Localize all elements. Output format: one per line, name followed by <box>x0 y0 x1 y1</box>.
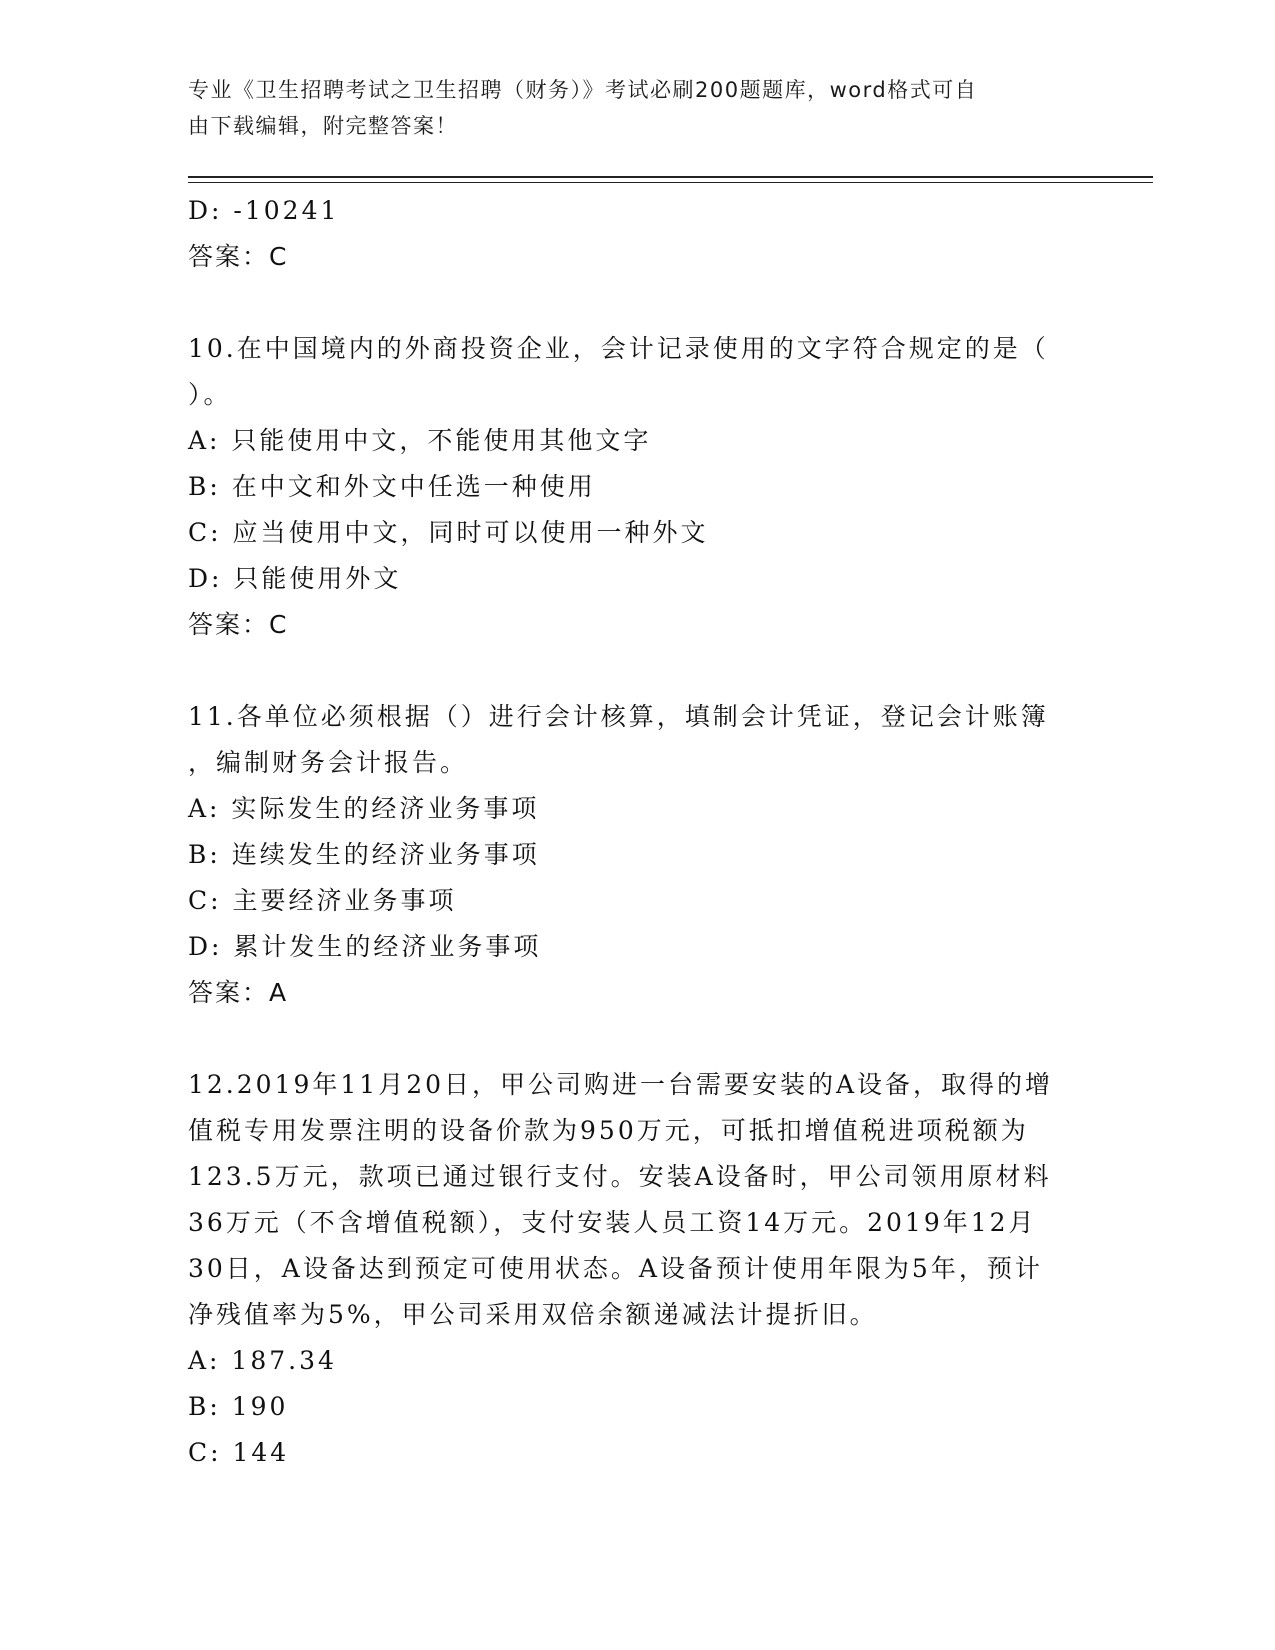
header-divider-bottom <box>188 182 1153 183</box>
header-line-1: 专业《卫生招聘考试之卫生招聘（财务）》考试必刷200题题库，word格式可自 <box>188 78 978 102</box>
option-b: B: 190 <box>188 1392 289 1421</box>
option-c: C: 主要经济业务事项 <box>188 886 457 915</box>
document-body <box>188 188 1088 1476</box>
question-stem-line: 30日，A设备达到预定可使用状态。A设备预计使用年限为5年，预计 <box>188 1254 1043 1283</box>
document-header <box>188 72 1068 144</box>
option-c: C: 应当使用中文，同时可以使用一种外文 <box>188 518 709 547</box>
question-stem-line: 11.各单位必须根据（）进行会计核算，填制会计凭证，登记会计账簿 <box>188 702 1049 731</box>
question-11 <box>188 694 1088 1016</box>
question-stem-line: 净残值率为5%，甲公司采用双倍余额递减法计提折旧。 <box>188 1300 878 1329</box>
option-d: D: 累计发生的经济业务事项 <box>188 932 542 961</box>
answer-line: 答案：C <box>188 242 289 271</box>
option-a: A: 只能使用中文，不能使用其他文字 <box>188 426 652 455</box>
question-stem-line: 36万元（不含增值税额），支付安装人员工资14万元。2019年12月 <box>188 1208 1037 1237</box>
option-b: B: 连续发生的经济业务事项 <box>188 840 540 869</box>
header-divider-top <box>188 176 1153 178</box>
answer-line: 答案：C <box>188 610 289 639</box>
question-stem-line: 10.在中国境内的外商投资企业，会计记录使用的文字符合规定的是（ <box>188 334 1049 363</box>
option-b: B: 在中文和外文中任选一种使用 <box>188 472 596 501</box>
question-stem-line: 12.2019年11月20日，甲公司购进一台需要安装的A设备，取得的增 <box>188 1070 1054 1099</box>
header-line-2: 由下载编辑，附完整答案！ <box>188 114 458 138</box>
option-d: D: -10241 <box>188 196 340 225</box>
option-a: A: 实际发生的经济业务事项 <box>188 794 540 823</box>
previous-question-tail <box>188 188 1088 280</box>
question-stem-line: 123.5万元，款项已通过银行支付。安装A设备时，甲公司领用原材料 <box>188 1162 1052 1191</box>
answer-line: 答案：A <box>188 978 289 1007</box>
question-stem-line: ）。 <box>188 380 232 409</box>
question-12 <box>188 1062 1088 1476</box>
question-stem-line: ，编制财务会计报告。 <box>188 748 469 777</box>
question-10 <box>188 326 1088 648</box>
option-d: D: 只能使用外文 <box>188 564 402 593</box>
option-c: C: 144 <box>188 1438 290 1467</box>
option-a: A: 187.34 <box>188 1346 337 1375</box>
question-stem-line: 值税专用发票注明的设备价款为950万元，可抵扣增值税进项税额为 <box>188 1116 1029 1145</box>
